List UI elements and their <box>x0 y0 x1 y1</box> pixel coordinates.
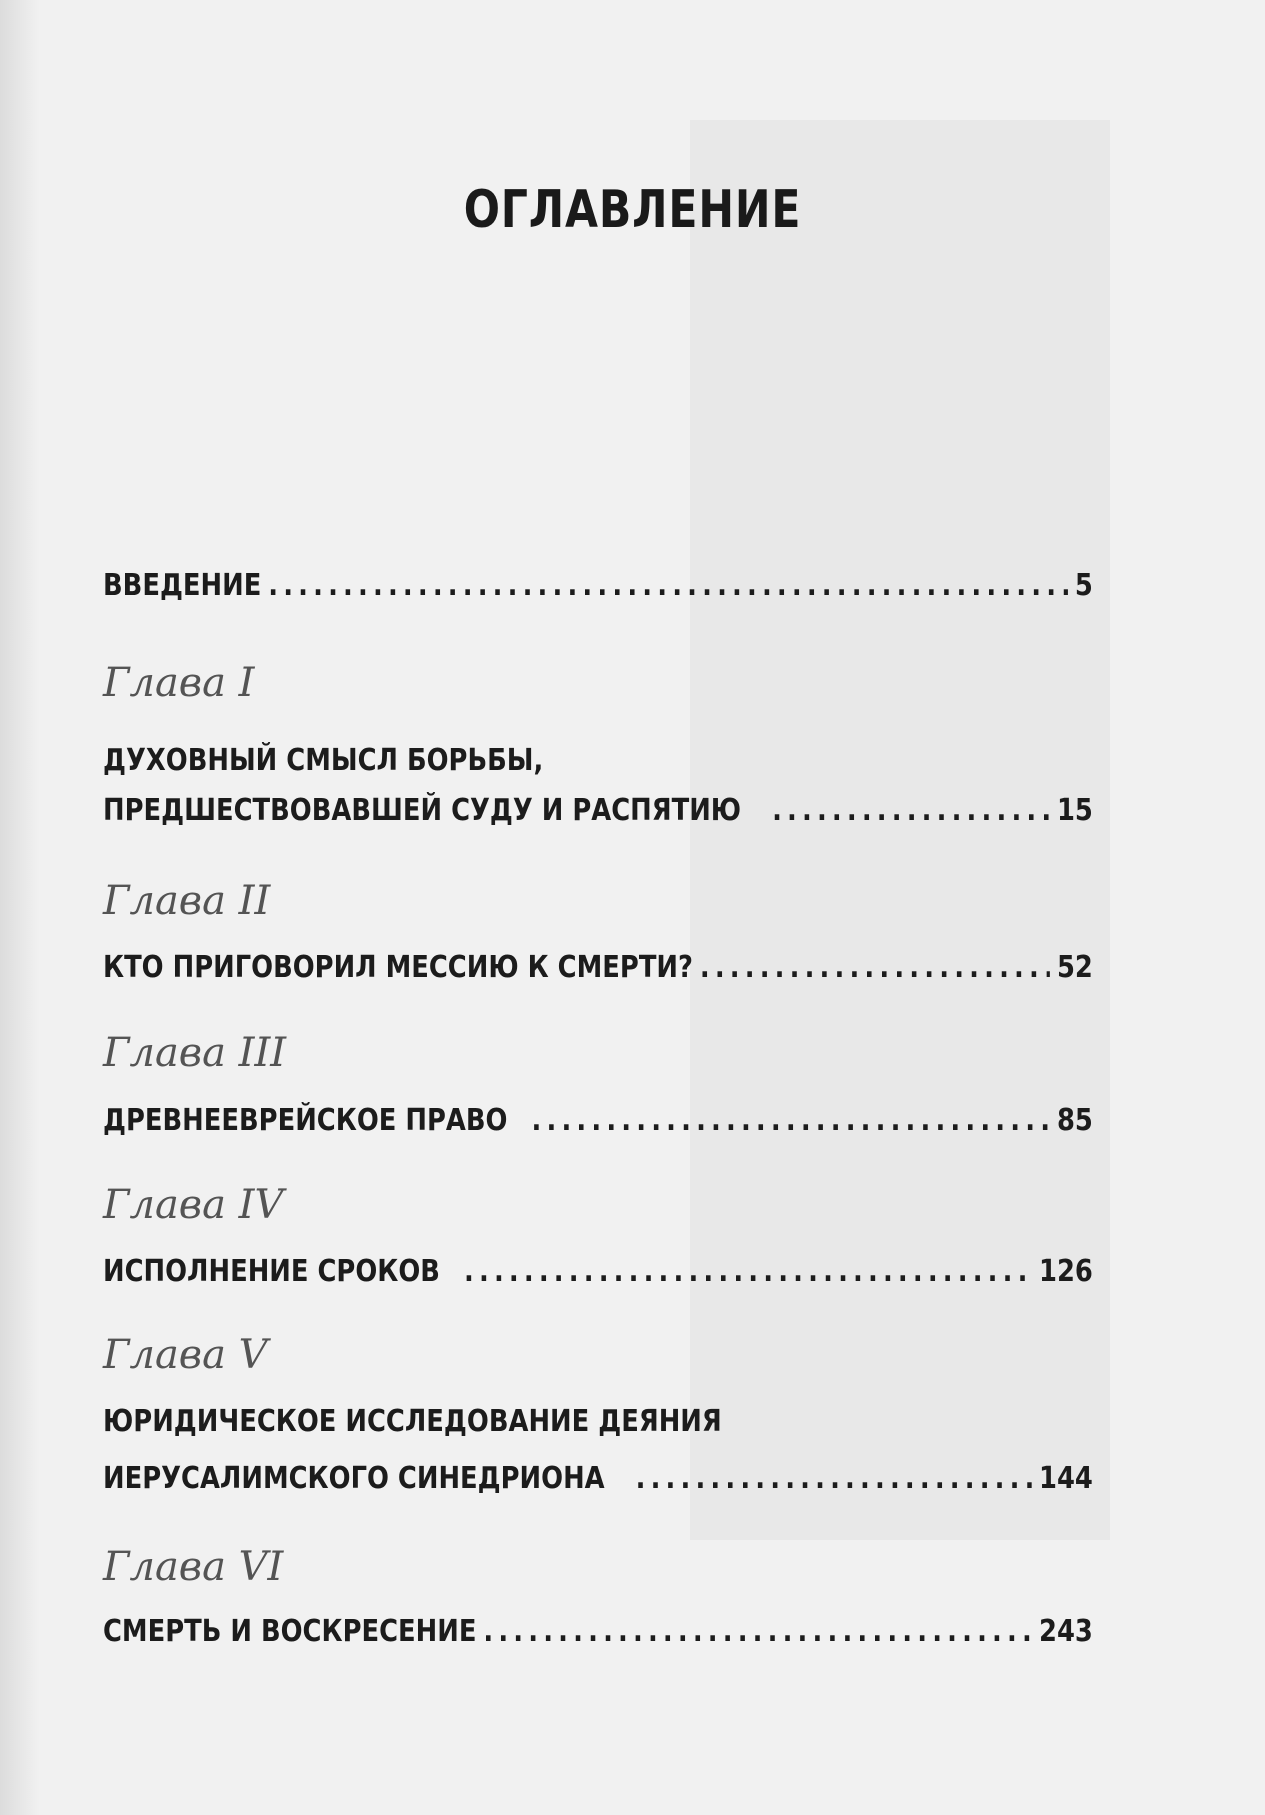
toc-entry-intro <box>103 568 1093 603</box>
toc-entry-chapter-2 <box>103 950 1093 985</box>
page-title: ОГЛАВЛЕНИЕ <box>463 180 802 240</box>
toc-leader-dots <box>268 568 1068 603</box>
toc-entry-title: СМЕРТЬ И ВОСКРЕСЕНИЕ <box>103 1614 477 1649</box>
toc-page-number: 5 <box>1074 568 1093 603</box>
toc-entry-title-line1: ЮРИДИЧЕСКОЕ ИССЛЕДОВАНИЕ ДЕЯНИЯ <box>103 1404 722 1439</box>
toc-leader-dots <box>483 1614 1032 1649</box>
toc-page-number: 126 <box>1039 1254 1093 1289</box>
toc-page-number: 15 <box>1056 793 1093 828</box>
chapter-label: Глава I <box>103 660 255 706</box>
chapter-label: Глава V <box>103 1332 268 1378</box>
toc-entry-chapter-3 <box>103 1103 1093 1138</box>
toc-entry-title: ВВЕДЕНИЕ <box>103 568 262 603</box>
toc-entry-title: ИСПОЛНЕНИЕ СРОКОВ <box>103 1254 440 1289</box>
toc-page-number: 243 <box>1039 1614 1093 1649</box>
toc-page-number: 144 <box>1039 1461 1093 1496</box>
toc-entry-title: КТО ПРИГОВОРИЛ МЕССИЮ К СМЕРТИ? <box>103 950 693 985</box>
toc-page-number: 85 <box>1056 1103 1093 1138</box>
toc-entry-chapter-5 <box>103 1461 1093 1496</box>
toc-leader-dots <box>772 793 1050 828</box>
toc-leader-dots <box>700 950 1050 985</box>
toc-leader-dots <box>464 1254 1032 1289</box>
toc-entry-title: ИЕРУСАЛИМСКОГО СИНЕДРИОНА <box>103 1461 605 1496</box>
chapter-label: Глава VI <box>103 1544 284 1590</box>
toc-page-number: 52 <box>1056 950 1093 985</box>
toc-leader-dots <box>636 1461 1033 1496</box>
chapter-label: Глава III <box>103 1030 287 1076</box>
page-gutter-shadow <box>0 0 40 1815</box>
toc-entry-chapter-1 <box>103 793 1093 828</box>
chapter-label: Глава II <box>103 878 271 924</box>
show-through-shadow <box>690 120 1110 1540</box>
toc-entry-title: ПРЕДШЕСТВОВАВШЕЙ СУДУ И РАСПЯТИЮ <box>103 793 742 828</box>
toc-entry-chapter-6 <box>103 1614 1093 1649</box>
toc-leader-dots <box>532 1103 1051 1138</box>
toc-entry-chapter-4 <box>103 1254 1093 1289</box>
chapter-label: Глава IV <box>103 1182 284 1228</box>
toc-entry-title: ДРЕВНЕЕВРЕЙСКОЕ ПРАВО <box>103 1103 508 1138</box>
toc-entry-title-line1: ДУХОВНЫЙ СМЫСЛ БОРЬБЫ, <box>103 743 544 778</box>
